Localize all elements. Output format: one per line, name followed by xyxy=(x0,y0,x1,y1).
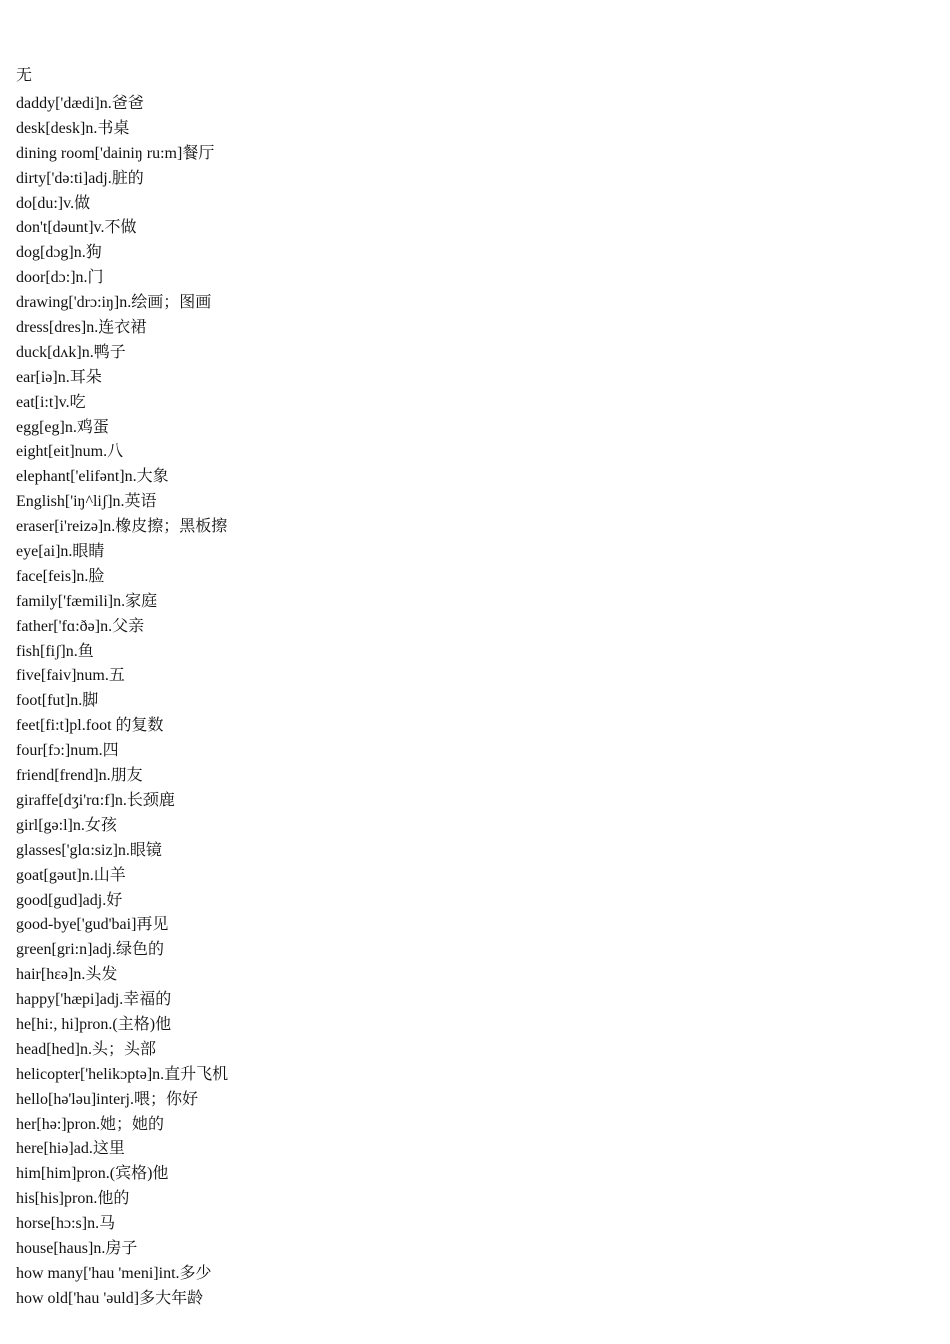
vocabulary-entry: fish[fiʃ]n.鱼 xyxy=(16,642,94,660)
vocabulary-list xyxy=(16,92,916,1312)
vocabulary-entry: ear[iə]n.耳朵 xyxy=(16,368,102,386)
vocabulary-entry: how many['hau 'meni]int.多少 xyxy=(16,1264,212,1282)
vocabulary-entry: here[hiə]ad.这里 xyxy=(16,1140,125,1158)
vocabulary-entry: four[fɔ:]num.四 xyxy=(16,742,119,760)
vocabulary-entry: hello[hə'ləu]interj.喂；你好 xyxy=(16,1090,198,1108)
vocabulary-entry: him[him]pron.(宾格)他 xyxy=(16,1165,169,1183)
vocabulary-entry: green[gri:n]adj.绿色的 xyxy=(16,941,164,959)
vocabulary-entry: elephant['elifənt]n.大象 xyxy=(16,468,169,486)
vocabulary-entry: duck[dʌk]n.鸭子 xyxy=(16,343,126,361)
vocabulary-entry: desk[desk]n.书桌 xyxy=(16,119,130,137)
vocabulary-entry: eye[ai]n.眼睛 xyxy=(16,543,105,561)
vocabulary-entry: house[haus]n.房子 xyxy=(16,1239,138,1257)
document-page xyxy=(16,64,916,1312)
vocabulary-entry: friend[frend]n.朋友 xyxy=(16,767,143,785)
vocabulary-entry: girl[gə:l]n.女孩 xyxy=(16,816,117,834)
vocabulary-entry: hair[hɛə]n.头发 xyxy=(16,966,118,984)
vocabulary-entry: good-bye['gud'bai]再见 xyxy=(16,916,169,934)
vocabulary-entry: good[gud]adj.好 xyxy=(16,891,123,909)
vocabulary-entry: eight[eit]num.八 xyxy=(16,443,124,461)
vocabulary-entry: dog[dɔg]n.狗 xyxy=(16,244,102,262)
vocabulary-entry: dirty['də:ti]adj.脏的 xyxy=(16,169,144,187)
vocabulary-entry: daddy['dædi]n.爸爸 xyxy=(16,95,144,112)
vocabulary-entry: drawing['drɔ:iŋ]n.绘画；图画 xyxy=(16,294,212,312)
vocabulary-entry: do[du:]v.做 xyxy=(16,194,91,212)
document-heading: 无 xyxy=(16,67,33,84)
vocabulary-entry: happy['hæpi]adj.幸福的 xyxy=(16,991,172,1009)
vocabulary-entry: goat[gəut]n.山羊 xyxy=(16,866,126,884)
vocabulary-entry: face[feis]n.脸 xyxy=(16,567,105,585)
vocabulary-entry: dress[dres]n.连衣裙 xyxy=(16,319,147,337)
vocabulary-entry: head[hed]n.头；头部 xyxy=(16,1040,156,1058)
vocabulary-entry: father['fɑ:ðə]n.父亲 xyxy=(16,617,145,635)
vocabulary-entry: egg[eg]n.鸡蛋 xyxy=(16,418,109,436)
vocabulary-entry: eat[i:t]v.吃 xyxy=(16,393,86,411)
vocabulary-entry: feet[fi:t]pl.foot 的复数 xyxy=(16,717,164,735)
vocabulary-entry: dining room['dainiŋ ru:m]餐厅 xyxy=(16,144,215,162)
vocabulary-entry: helicopter['helikɔptə]n.直升飞机 xyxy=(16,1065,229,1083)
vocabulary-entry: English['iŋ^liʃ]n.英语 xyxy=(16,493,157,511)
vocabulary-entry: family['fæmili]n.家庭 xyxy=(16,592,158,610)
vocabulary-entry: door[dɔ:]n.门 xyxy=(16,269,104,287)
vocabulary-entry: her[hə:]pron.她；她的 xyxy=(16,1115,164,1133)
vocabulary-entry: don't[dəunt]v.不做 xyxy=(16,219,137,237)
vocabulary-entry: giraffe[dʒi'rɑ:f]n.长颈鹿 xyxy=(16,791,175,809)
vocabulary-entry: five[faiv]num.五 xyxy=(16,667,125,685)
vocabulary-entry: glasses['glɑ:siz]n.眼镜 xyxy=(16,841,162,859)
vocabulary-entry: eraser[i'reizə]n.橡皮擦；黑板擦 xyxy=(16,518,228,536)
vocabulary-entry: how old['hau 'əuld]多大年龄 xyxy=(16,1289,204,1307)
vocabulary-entry: horse[hɔ:s]n.马 xyxy=(16,1215,116,1233)
vocabulary-entry: his[his]pron.他的 xyxy=(16,1190,130,1208)
vocabulary-entry: foot[fut]n.脚 xyxy=(16,692,99,710)
vocabulary-entry: he[hi:, hi]pron.(主格)他 xyxy=(16,1015,172,1033)
